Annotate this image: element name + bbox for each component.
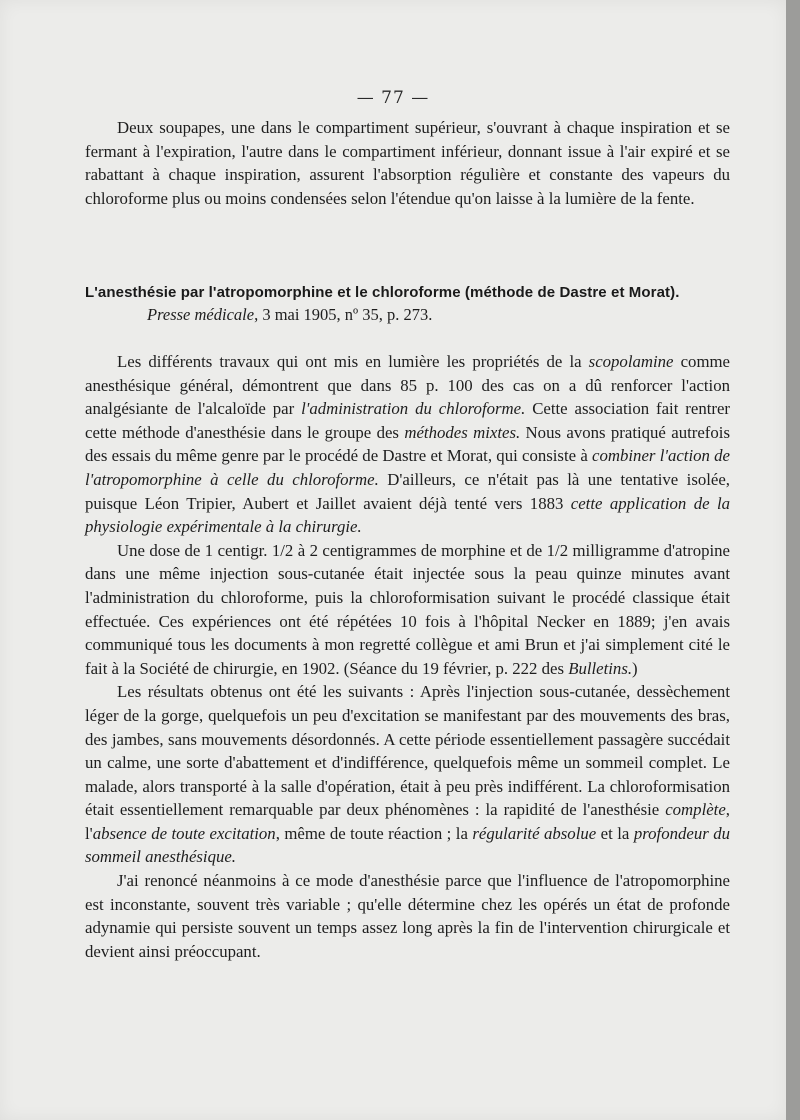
italic-text: régularité absolue (472, 823, 597, 843)
citation (85, 304, 765, 326)
italic-text: Bulletins. (568, 658, 633, 678)
section-heading (85, 282, 765, 326)
intro-paragraph-text: Deux soupapes, une dans le compartiment supérieur, s'ouvrant à chaque inspiration et se fermant à l'expiration, l'autre dans le compartiment inférieur, donnant issue à l'air expiré et se rabattant à chaque inspiration, assurent l'absorption régulière et constante des vapeurs du chloroforme plus ou moins condensées selon l'étendue qu'on laisse à la lumière de la fente. (85, 118, 730, 208)
italic-text: cette application de la physiologie expérimentale à la chirurgie. (85, 493, 731, 537)
page-number: — 77 — (356, 88, 430, 108)
italic-text: méthodes mixtes. (404, 422, 521, 442)
italic-text: combiner l'action de l'atropomorphine à celle du chloroforme. (85, 446, 730, 489)
text-run: D'ailleurs, ce n'était pas là une tentative isolée, puisque Léon Tripier, Aubert et Jaillet avaient déjà tenté vers 1883 (85, 469, 730, 513)
text-run: Une dose de 1 centigr. 1/2 à 2 centigrammes de morphine et de 1/2 milligramme d'atropine dans une même injection sous-cutanée était injectée sous la peau quinze minutes avant l'administration du chloroforme, puis la chloroformisation suivant le procédé classique était effectuée. Ces expériences ont été répétées 10 fois à l'hôpital Necker en 1889; j'en avais communiqué tous les documents à mon regretté collègue et ami Brun et j'ai simplement cité le fait à la Société de chirurgie, en 1902. (Séance du 19 février, p. 222 des (85, 540, 730, 678)
citation-details: , 3 mai 1905, nº 35, p. 273. (254, 305, 433, 324)
body-text (85, 350, 730, 963)
text-run: , l' (85, 800, 730, 843)
text-run: Nous avons pratiqué autrefois des essais du même genre par le procédé de Dastre et Morat, qui consiste à (85, 422, 730, 466)
section-title: L'anesthésie par l'atropomorphine et le chloroforme (méthode de Dastre et Morat). (85, 284, 680, 301)
body-paragraph (85, 350, 730, 539)
text-run: Cette association fait rentrer cette méthode d'anesthésie dans le groupe des (85, 399, 730, 442)
text-run: J'ai renoncé néanmoins à ce mode d'anesthésie parce que l'influence de l'atropomorphine est inconstante, souvent très variable ; qu'elle détermine chez les opérés un état de profonde adynamie qui persiste souvent un temps assez long après la fin de l'intervention chirurgicale et devient ainsi préoccupant. (85, 871, 730, 961)
body-paragraph (85, 539, 730, 681)
text-run: et la (596, 823, 634, 843)
citation-journal: Presse médicale (147, 305, 255, 324)
italic-text: complète (665, 800, 726, 820)
body-paragraph (85, 680, 730, 869)
text-run: Les résultats obtenus ont été les suivants : Après l'injection sous-cutanée, dessèchement léger de la gorge, quelquefois un peu d'excitation se manifestant par des mouvements des bras, des jambes, sans mouvements désordonnés. A cette période essentiellement passagère succédait un calme, une sorte d'abattement et d'indifférence, quelquefois même un sommeil complet. Le malade, alors transporté à la salle d'opération, était à peu près indifférent. La chloroformisation était essentiellement remarquable par deux phénomènes : la rapidité de l'anesthésie (85, 682, 730, 820)
italic-text: l'administration du chloroforme. (301, 399, 526, 419)
text-run: ) (632, 658, 638, 678)
italic-text: profondeur du sommeil anesthésique. (85, 823, 730, 867)
text-run: comme anesthésique général, démontrent que dans 85 p. 100 des cas on a dû renforcer l'action analgésiante de l'alcaloïde par (85, 352, 730, 419)
italic-text: absence de toute excitation (92, 823, 276, 843)
text-run: Les différents travaux qui ont mis en lumière les propriétés de la (117, 352, 589, 371)
text-run: , même de toute réaction ; la (275, 823, 473, 843)
intro-paragraph (85, 116, 730, 210)
body-paragraph (85, 869, 730, 963)
italic-text: scopolamine (588, 352, 674, 371)
